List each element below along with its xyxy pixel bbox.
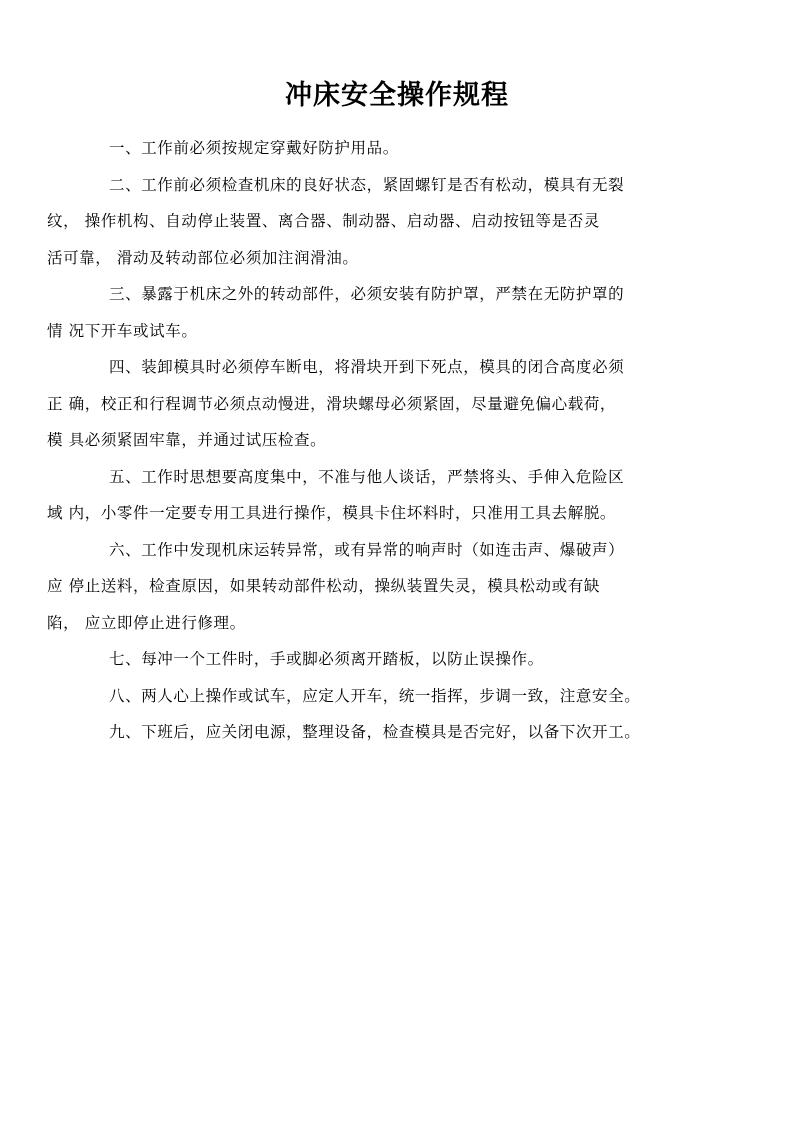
- document-body: [47, 130, 724, 751]
- paragraph-line: 域 内，小零件一定要专用工具进行操作，模具卡住坏料时，只准用工具去解脱。: [47, 504, 617, 522]
- paragraph-4: [47, 349, 724, 459]
- paragraph-8: [78, 678, 724, 715]
- paragraph-line: 应 停止送料，检查原因，如果转动部件松动，操纵装置失灵，模具松动或有缺: [47, 577, 600, 595]
- paragraph-line: 二、工作前必须检查机床的良好状态，紧固螺钉是否有松动，模具有无裂: [109, 175, 625, 194]
- paragraph-7: [78, 641, 724, 678]
- paragraph-line: 模 具必须紧固牢靠，并通过试压检查。: [47, 431, 327, 449]
- paragraph-9: [78, 714, 724, 751]
- paragraph-line: 七、每冲一个工件时，手或脚必须离开踏板，以防止误操作。: [109, 650, 544, 668]
- paragraph-line: 陷， 应立即停止进行修理。: [47, 613, 246, 632]
- paragraph-line: 纹， 操作机构、自动停止装置、离合器、制动器、启动器、启动按钮等是否灵: [47, 212, 600, 230]
- paragraph-line: 一、工作前必须按规定穿戴好防护用品。: [109, 139, 399, 157]
- document-title: 冲床安全操作规程: [285, 80, 509, 111]
- paragraph-line: 四、装卸模具时必须停车断电，将滑块开到下死点，模具的闭合高度必须: [109, 358, 625, 376]
- paragraph-2: [47, 167, 724, 277]
- paragraph-line: 正 确，校正和行程调节必须点动慢进，滑块螺母必须紧固，尽量避免偏心载荷，: [47, 394, 617, 413]
- paragraph-line: 活可靠， 滑动及转动部位必须加注润滑油。: [47, 248, 359, 267]
- paragraph-line: 五、工作时思想要高度集中，不准与他人谈话，严禁将头、手伸入危险区: [109, 467, 625, 486]
- paragraph-5: [47, 459, 724, 532]
- paragraph-1: [78, 130, 724, 167]
- paragraph-line: 三、暴露于机床之外的转动部件，必须安装有防护罩，严禁在无防护罩的: [109, 285, 625, 303]
- paragraph-line: 八、两人心上操作或试车，应定人开车，统一指挥，步调一致，注意安全。: [109, 686, 641, 705]
- paragraph-line: 情 况下开车或试车。: [47, 321, 198, 340]
- paragraph-line: 六、工作中发现机床运转异常，或有异常的响声时（如连击声、爆破声）: [109, 540, 625, 559]
- paragraph-3: [47, 276, 724, 349]
- paragraph-6: [47, 532, 724, 642]
- paragraph-line: 九、下班后，应关闭电源，整理设备，检查模具是否完好，以备下次开工。: [109, 723, 641, 741]
